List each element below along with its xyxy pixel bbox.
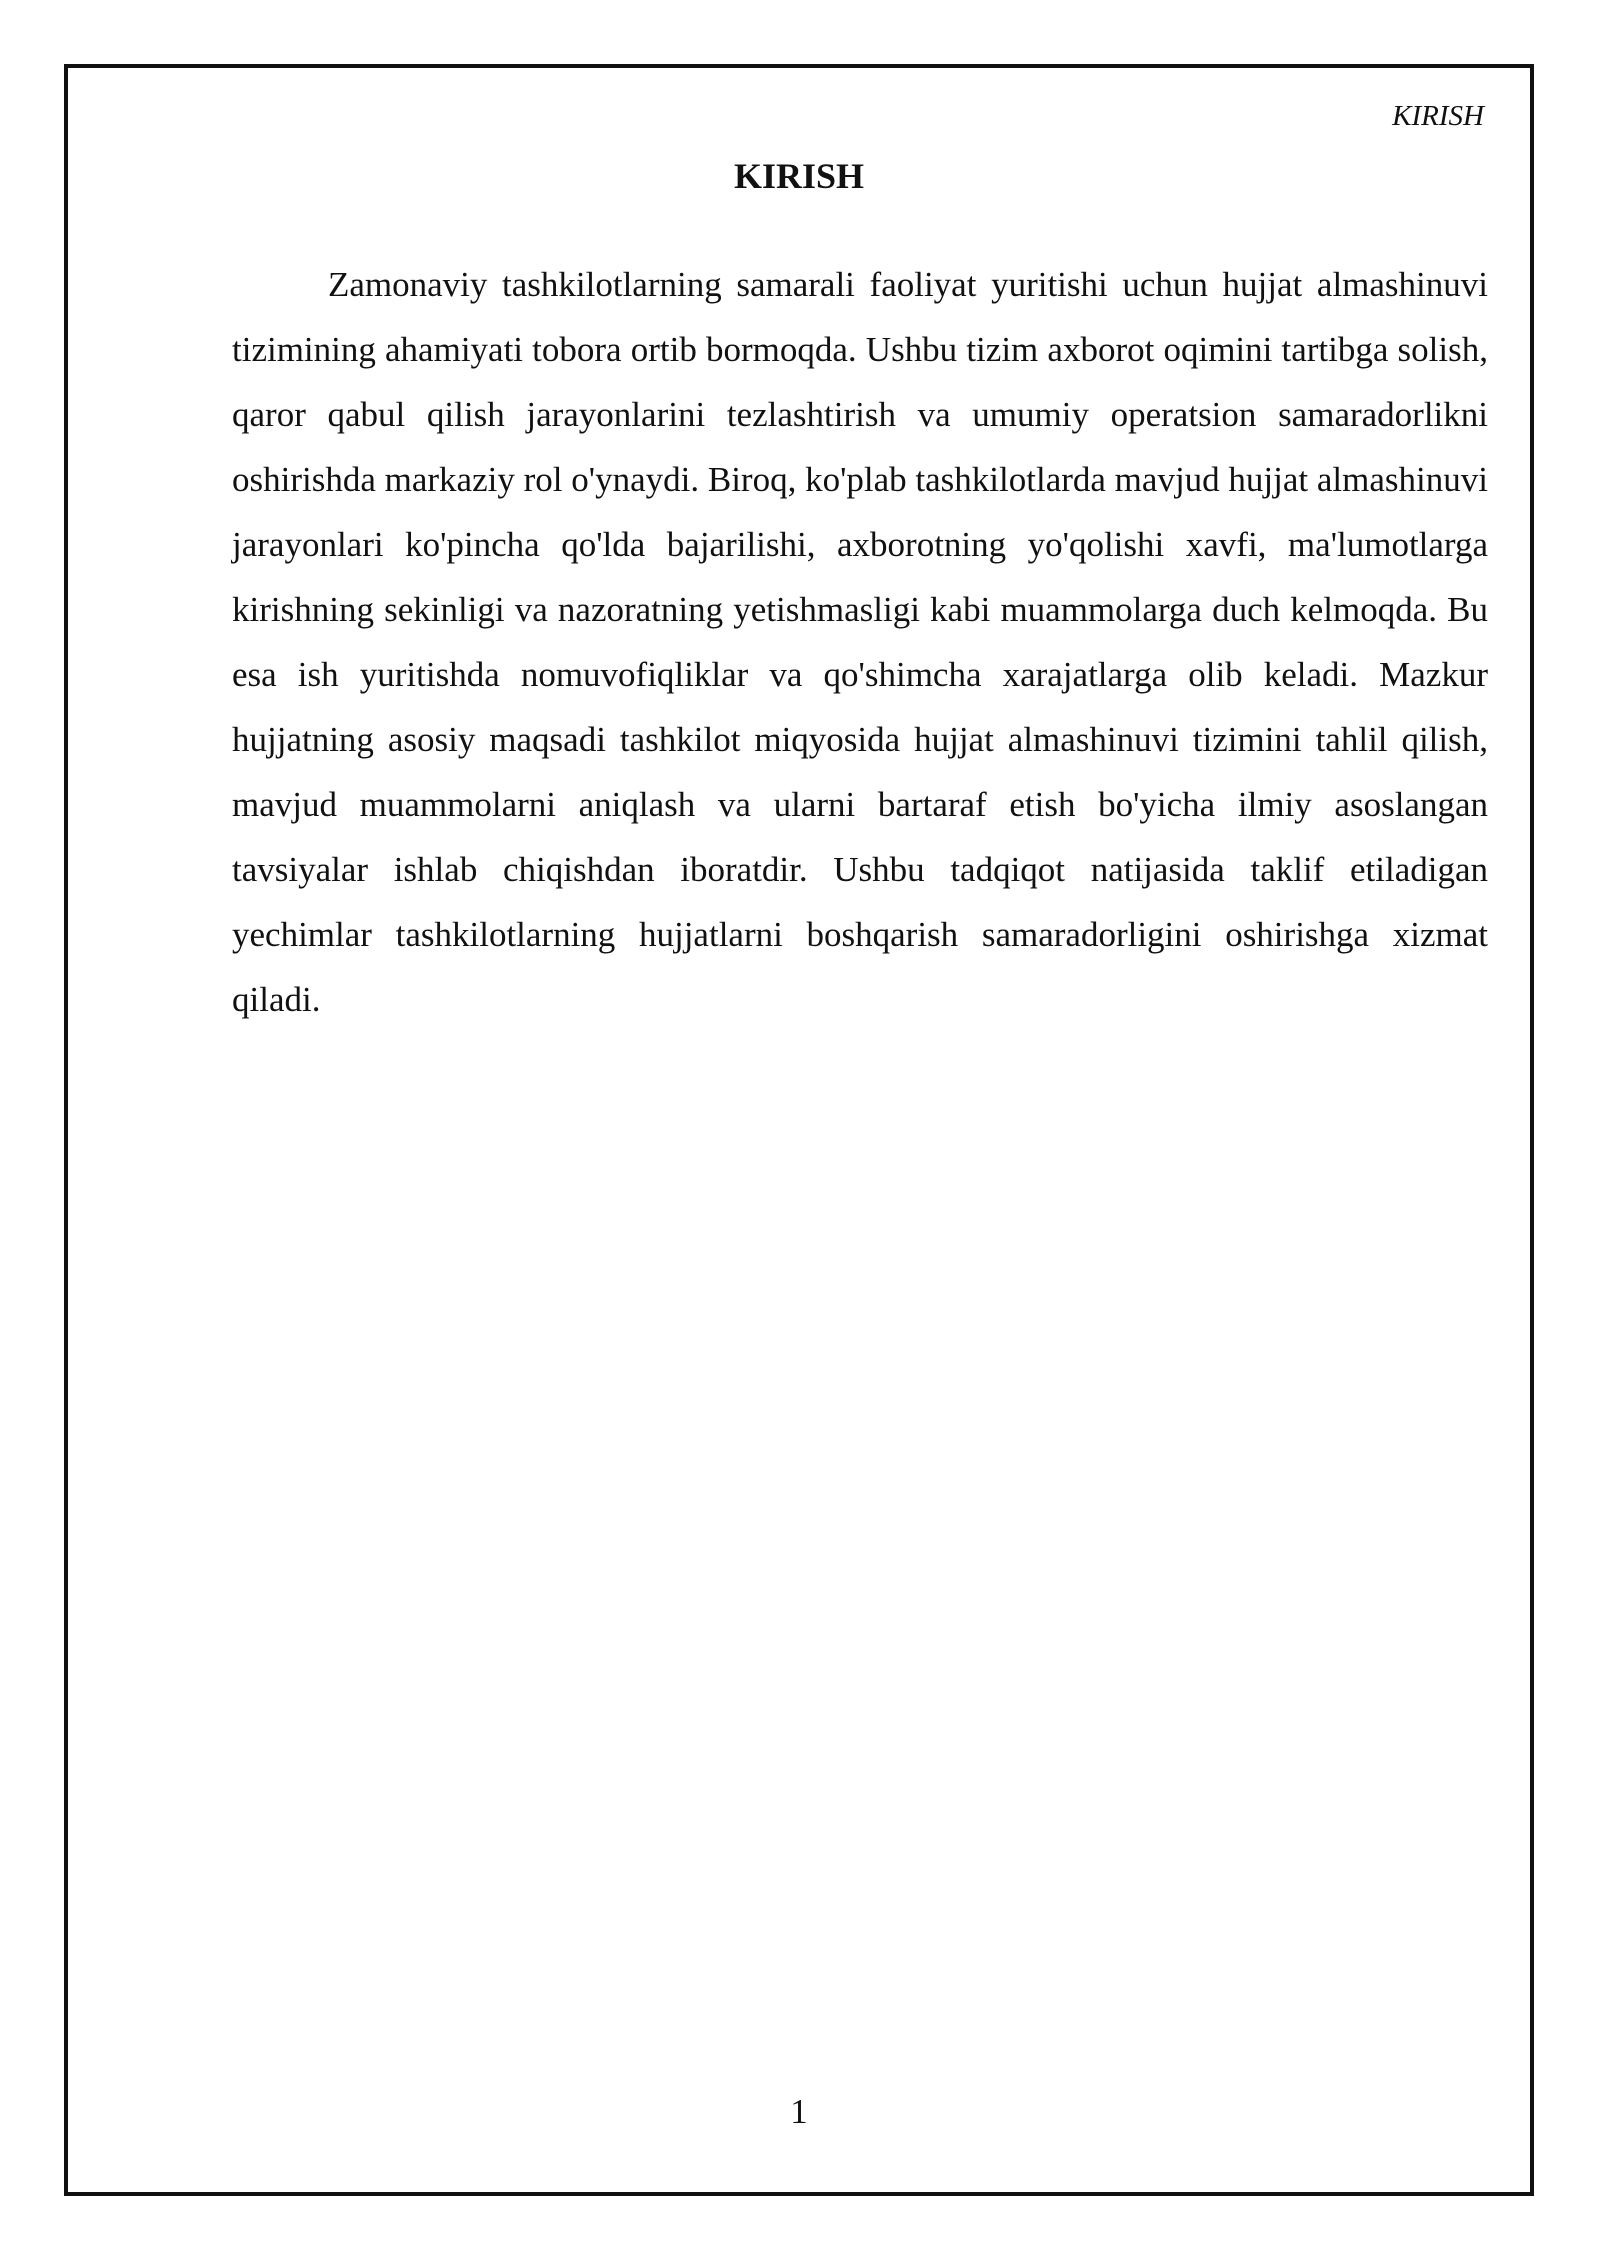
body-paragraph: Zamonaviy tashkilotlarning samarali faoliyat yuritishi uchun hujjat almashinuvi tizimining ahamiyati tobora ortib bormoqda. Ushbu tizim axborot oqimini tartibga solish, qaror qabul qilish jarayonlarini tezlashtirish va umumiy operatsion samaradorlikni oshirishda markaziy rol o'ynaydi. Biroq, ko'plab tashkilotlarda mavjud hujjat almashinuvi jarayonlari ko'pincha qo'lda bajarilishi, axborotning yo'qolishi xavfi, ma'lumotlarga kirishning sekinligi va nazoratning yetishmasligi kabi muammolarga duch kelmoqda. Bu esa ish yuritishda nomuvofiqliklar va qo'shimcha xarajatlarga olib keladi. Mazkur hujjatning asosiy maqsadi tashkilot miqyosida hujjat almashinuvi tizimini tahlil qilish, mavjud muammolarni aniqlash va ularni bartaraf etish bo'yicha ilmiy asoslangan tavsiyalar ishlab chiqishdan iboratdir. Ushbu tadqiqot natijasida taklif etiladigan yechimlar tashkilotlarning hujjatlarni boshqarish samaradorligini oshirishga xizmat qiladi. xyxy=(232,265,1488,1019)
page-number: 1 xyxy=(790,2092,808,2131)
page-frame xyxy=(64,64,1534,2196)
page-title: KIRISH xyxy=(733,156,865,196)
running-header: KIRISH xyxy=(1392,100,1484,132)
